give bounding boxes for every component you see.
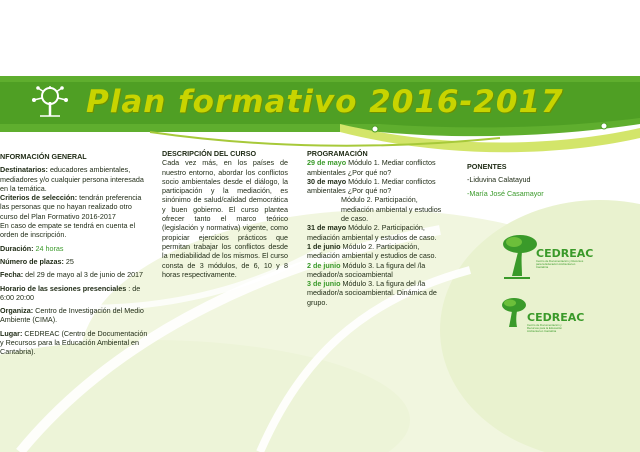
criterios-row — [0, 193, 150, 221]
plazas-row — [0, 257, 150, 266]
programme-item — [307, 279, 447, 307]
lugar-row — [0, 329, 150, 357]
duracion-label: Duración: — [0, 243, 34, 253]
programme-text: Módulo 2. Participación, mediación ambiental y estudios de caso. — [307, 223, 437, 242]
programme-date: 2 de junio — [307, 260, 341, 270]
programme-date: 1 de junio — [307, 241, 341, 251]
criterios-text: tendrán preferencia las personas que no hayan realizado otro curso del Plan Formativo 2016-2017 — [0, 193, 142, 221]
plazas-value: 25 — [65, 256, 74, 266]
programme-text: Módulo 1. Mediar conflictos ambientales ¿Por qué no? — [307, 176, 436, 196]
programme-section — [307, 149, 447, 307]
programme-text: Módulo 2. Participación, mediación ambiental y estudios de caso. — [341, 195, 442, 224]
organiza-label: Organiza: — [0, 306, 34, 316]
duracion-value: 24 horas — [35, 243, 64, 253]
general-info-section — [0, 152, 150, 357]
programme-date: 31 de mayo — [307, 223, 347, 233]
programme-text: Módulo 1. Mediar conflictos ambientales ¿Por qué no? — [307, 158, 436, 177]
horario-row — [0, 284, 150, 303]
cedreac-logo-subtitle: Centro de Documentación y Recursos para la Educación Ambiental en Cantabria — [536, 259, 584, 270]
horario-value: : de 6:00 20:00 — [0, 283, 141, 302]
destinatarios-text: educadores ambientales, mediadores y/o cualquier persona interesada en la temática. — [0, 165, 144, 193]
programme-text: Módulo 2. Participación, mediación ambiental y estudios de caso. — [307, 241, 437, 261]
speakers-section — [467, 162, 597, 198]
general-info-heading: NFORMACIÓN GENERAL — [0, 152, 87, 161]
cedreac-logo-small-subtitle: Centro de Documentación y Recursos para la Educación Ambiental en Cantabria — [527, 323, 562, 334]
programme-date: 3 de junio — [307, 279, 341, 289]
programme-date: 29 de mayo — [307, 158, 347, 168]
organiza-row — [0, 306, 150, 325]
description-heading: DESCRIPCIÓN DEL CURSO — [162, 149, 257, 158]
description-text: Cada vez más, en los países de nuestro entorno, abordar los conflictos socio ambientales desde el diálogo, la participación y la mediación, es sinónimo de salud/calidad democrática y buen gobierno. El curso plantea ofrecer tanto el marco teórico (legislación y normativa) vigente, como propiciar ejercicios prácticos que permitan trabajar los conflictos desde la mediabilidad de los mismos. El curso consta de 3 módulos, de 6, 10 y 8 horas respectivamente. — [162, 158, 288, 279]
plazas-label: Número de plazas: — [0, 256, 64, 266]
organiza-value: Centro de Investigación del Medio Ambiente (CIMA). — [0, 306, 144, 325]
lugar-label: Lugar: — [0, 328, 23, 338]
programme-heading: PROGRAMACIÓN — [307, 149, 368, 158]
destinatarios-label: Destinatarios: — [0, 165, 48, 175]
cedreac-logo-small-name: CEDREAC — [527, 311, 585, 324]
horario-label: Horario de las sesiones presenciales — [0, 283, 127, 293]
fecha-value: del 29 de mayo al 3 de junio de 2017 — [25, 270, 144, 280]
programme-item — [307, 261, 447, 280]
speaker-name: -Liduvina Calatayud — [467, 175, 531, 185]
destinatarios-row — [0, 165, 150, 193]
programme-item — [307, 242, 447, 261]
programme-item — [307, 177, 447, 196]
speakers-heading: PONENTES — [467, 162, 507, 171]
programme-item — [307, 195, 447, 223]
tree-network-logo-icon — [30, 86, 70, 118]
programme-date: 30 de mayo — [307, 176, 347, 186]
programme-item — [307, 158, 447, 177]
programme-item — [307, 223, 447, 242]
page-title: Plan formativo 2016-2017 — [86, 84, 564, 120]
fecha-label: Fecha: — [0, 270, 24, 280]
criterios-extra: En caso de empate se tendrá en cuenta el orden de inscripción. — [0, 221, 136, 240]
programme-text: Módulo 3. La figura del /la mediador/a socioambiental — [307, 260, 426, 279]
programme-text: Módulo 3. La figura del /la mediador/a socioambiental. Dinámica de grupo. — [307, 279, 437, 307]
criterios-label: Criterios de selección: — [0, 193, 78, 203]
description-section — [162, 149, 288, 279]
cedreac-logo-name: CEDREAC — [536, 247, 594, 260]
speaker-name: -María José Casamayor — [467, 188, 544, 198]
fecha-row — [0, 270, 150, 279]
lugar-value: CEDREAC (Centro de Documentación y Recursos para la Educación Ambiental en Cantabria). — [0, 328, 148, 357]
duracion-row — [0, 244, 150, 253]
